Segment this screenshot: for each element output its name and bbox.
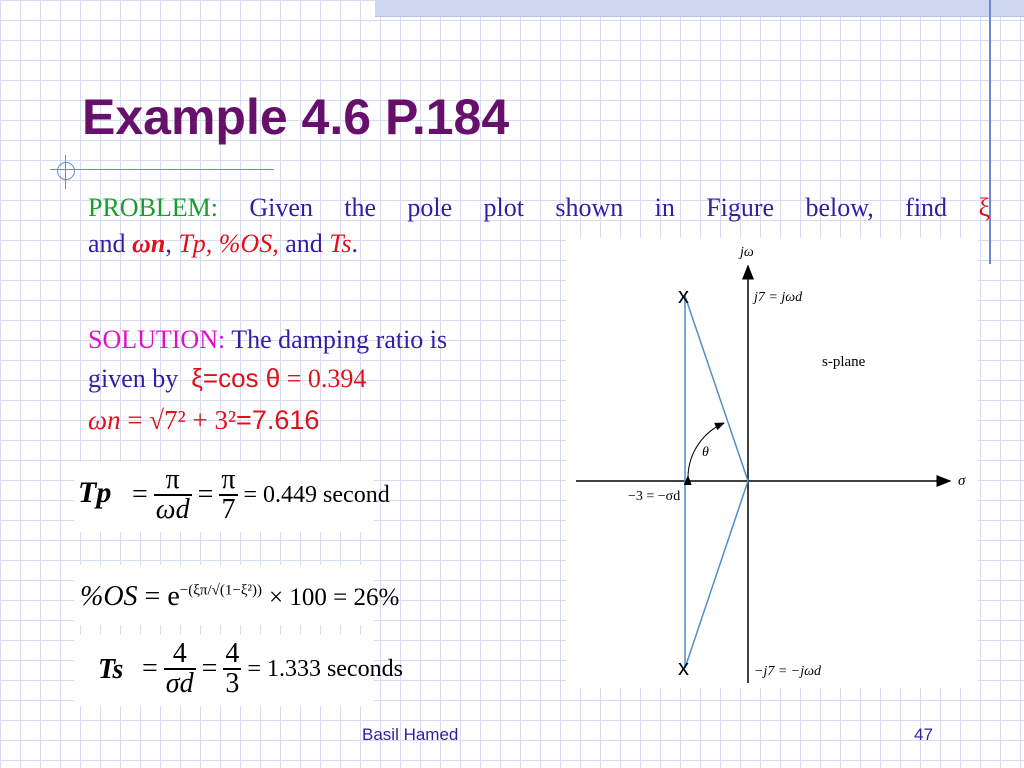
problem-xi: ξ — [978, 193, 991, 222]
crosshair-vertical-icon — [65, 155, 66, 189]
solution-text2: given by — [88, 364, 179, 393]
top-pole-label: j7 = jωd — [754, 290, 803, 305]
ts-fraction-1 — [164, 640, 196, 698]
solution-text1: The damping ratio is — [231, 325, 448, 354]
problem-statement-line1 — [88, 190, 990, 226]
footer-page-number: 47 — [914, 725, 933, 744]
solution-line2 — [88, 360, 366, 397]
s-plane-label: s-plane — [822, 354, 866, 370]
tp-num2: π — [221, 464, 236, 495]
percent-overshoot-equation — [74, 565, 400, 625]
title-underline — [50, 169, 274, 170]
tp-fraction-2 — [219, 466, 237, 524]
problem-label: PROBLEM: — [88, 193, 219, 222]
lower-pole-mark: x — [678, 655, 689, 680]
sigma-axis-label: σ — [958, 473, 966, 489]
settling-time-equation — [74, 634, 403, 706]
tp-num1: π — [154, 466, 192, 496]
os-exp-base: = e — [144, 581, 180, 612]
wn-symbol: ωn — [88, 405, 121, 435]
ts-fraction-2 — [223, 640, 241, 698]
footer-author: Basil Hamed — [362, 725, 459, 744]
damping-formula: ξ=cos θ — [191, 363, 281, 393]
real-part-label: −3 = −σd — [628, 489, 681, 504]
problem-tp-os: Tp, %OS, — [178, 229, 279, 258]
tp-eq2: = — [197, 479, 214, 510]
peak-time-equation — [74, 462, 390, 532]
jw-axis-label: jω — [740, 245, 754, 260]
lower-pole-ray — [685, 481, 748, 668]
slide-title: Example 4.6 P.184 — [82, 89, 510, 145]
upper-pole-mark: x — [678, 283, 689, 308]
ts-result: = 1.333 seconds — [247, 655, 403, 682]
problem-and-1: and — [88, 229, 126, 258]
tp-result: = 0.449 second — [243, 481, 390, 508]
tp-fraction-1 — [154, 466, 192, 524]
tp-eq1: = — [132, 479, 148, 510]
tp-symbol: Tp — [78, 476, 112, 509]
tp-den2: 7 — [221, 494, 236, 525]
problem-and-2: and — [285, 229, 323, 258]
os-exponent: −(ξπ/√(1−ξ²)) — [179, 582, 263, 599]
natural-frequency-line — [88, 402, 319, 438]
pole-plot-svg — [566, 238, 978, 688]
crosshair-circle-icon — [57, 162, 75, 180]
top-decoration-bar — [375, 0, 1024, 17]
os-symbol: %OS — [80, 581, 138, 612]
bottom-pole-label: −j7 = −jωd — [754, 664, 822, 679]
ts-eq1: = — [142, 653, 158, 684]
ts-eq2: = — [201, 653, 218, 684]
wn-value: =7.616 — [236, 405, 320, 435]
solution-label: SOLUTION: — [88, 325, 226, 354]
ts-den1: σd — [165, 668, 194, 699]
ts-num2: 4 — [225, 638, 240, 669]
damping-result: = 0.394 — [286, 364, 367, 393]
problem-comma: , — [165, 229, 172, 258]
tp-den1: ωd — [155, 494, 190, 525]
problem-ts: Ts — [329, 229, 352, 258]
ts-den2: 3 — [225, 668, 240, 699]
ts-num1: 4 — [164, 640, 196, 670]
problem-period: . — [351, 229, 358, 258]
problem-statement-line2 — [88, 226, 358, 262]
upper-pole-ray — [685, 296, 748, 481]
ts-symbol: Ts — [98, 654, 124, 685]
theta-label: θ — [702, 445, 709, 460]
pole-plot-panel — [566, 238, 978, 688]
wn-sqrt-expression: = √7² + 3² — [127, 405, 237, 435]
os-tail: × 100 = 26% — [269, 584, 400, 611]
problem-text: Given the pole plot shown in Figure below, find — [249, 193, 948, 222]
problem-omega-n: ωn — [132, 229, 166, 258]
solution-line1 — [88, 322, 447, 358]
